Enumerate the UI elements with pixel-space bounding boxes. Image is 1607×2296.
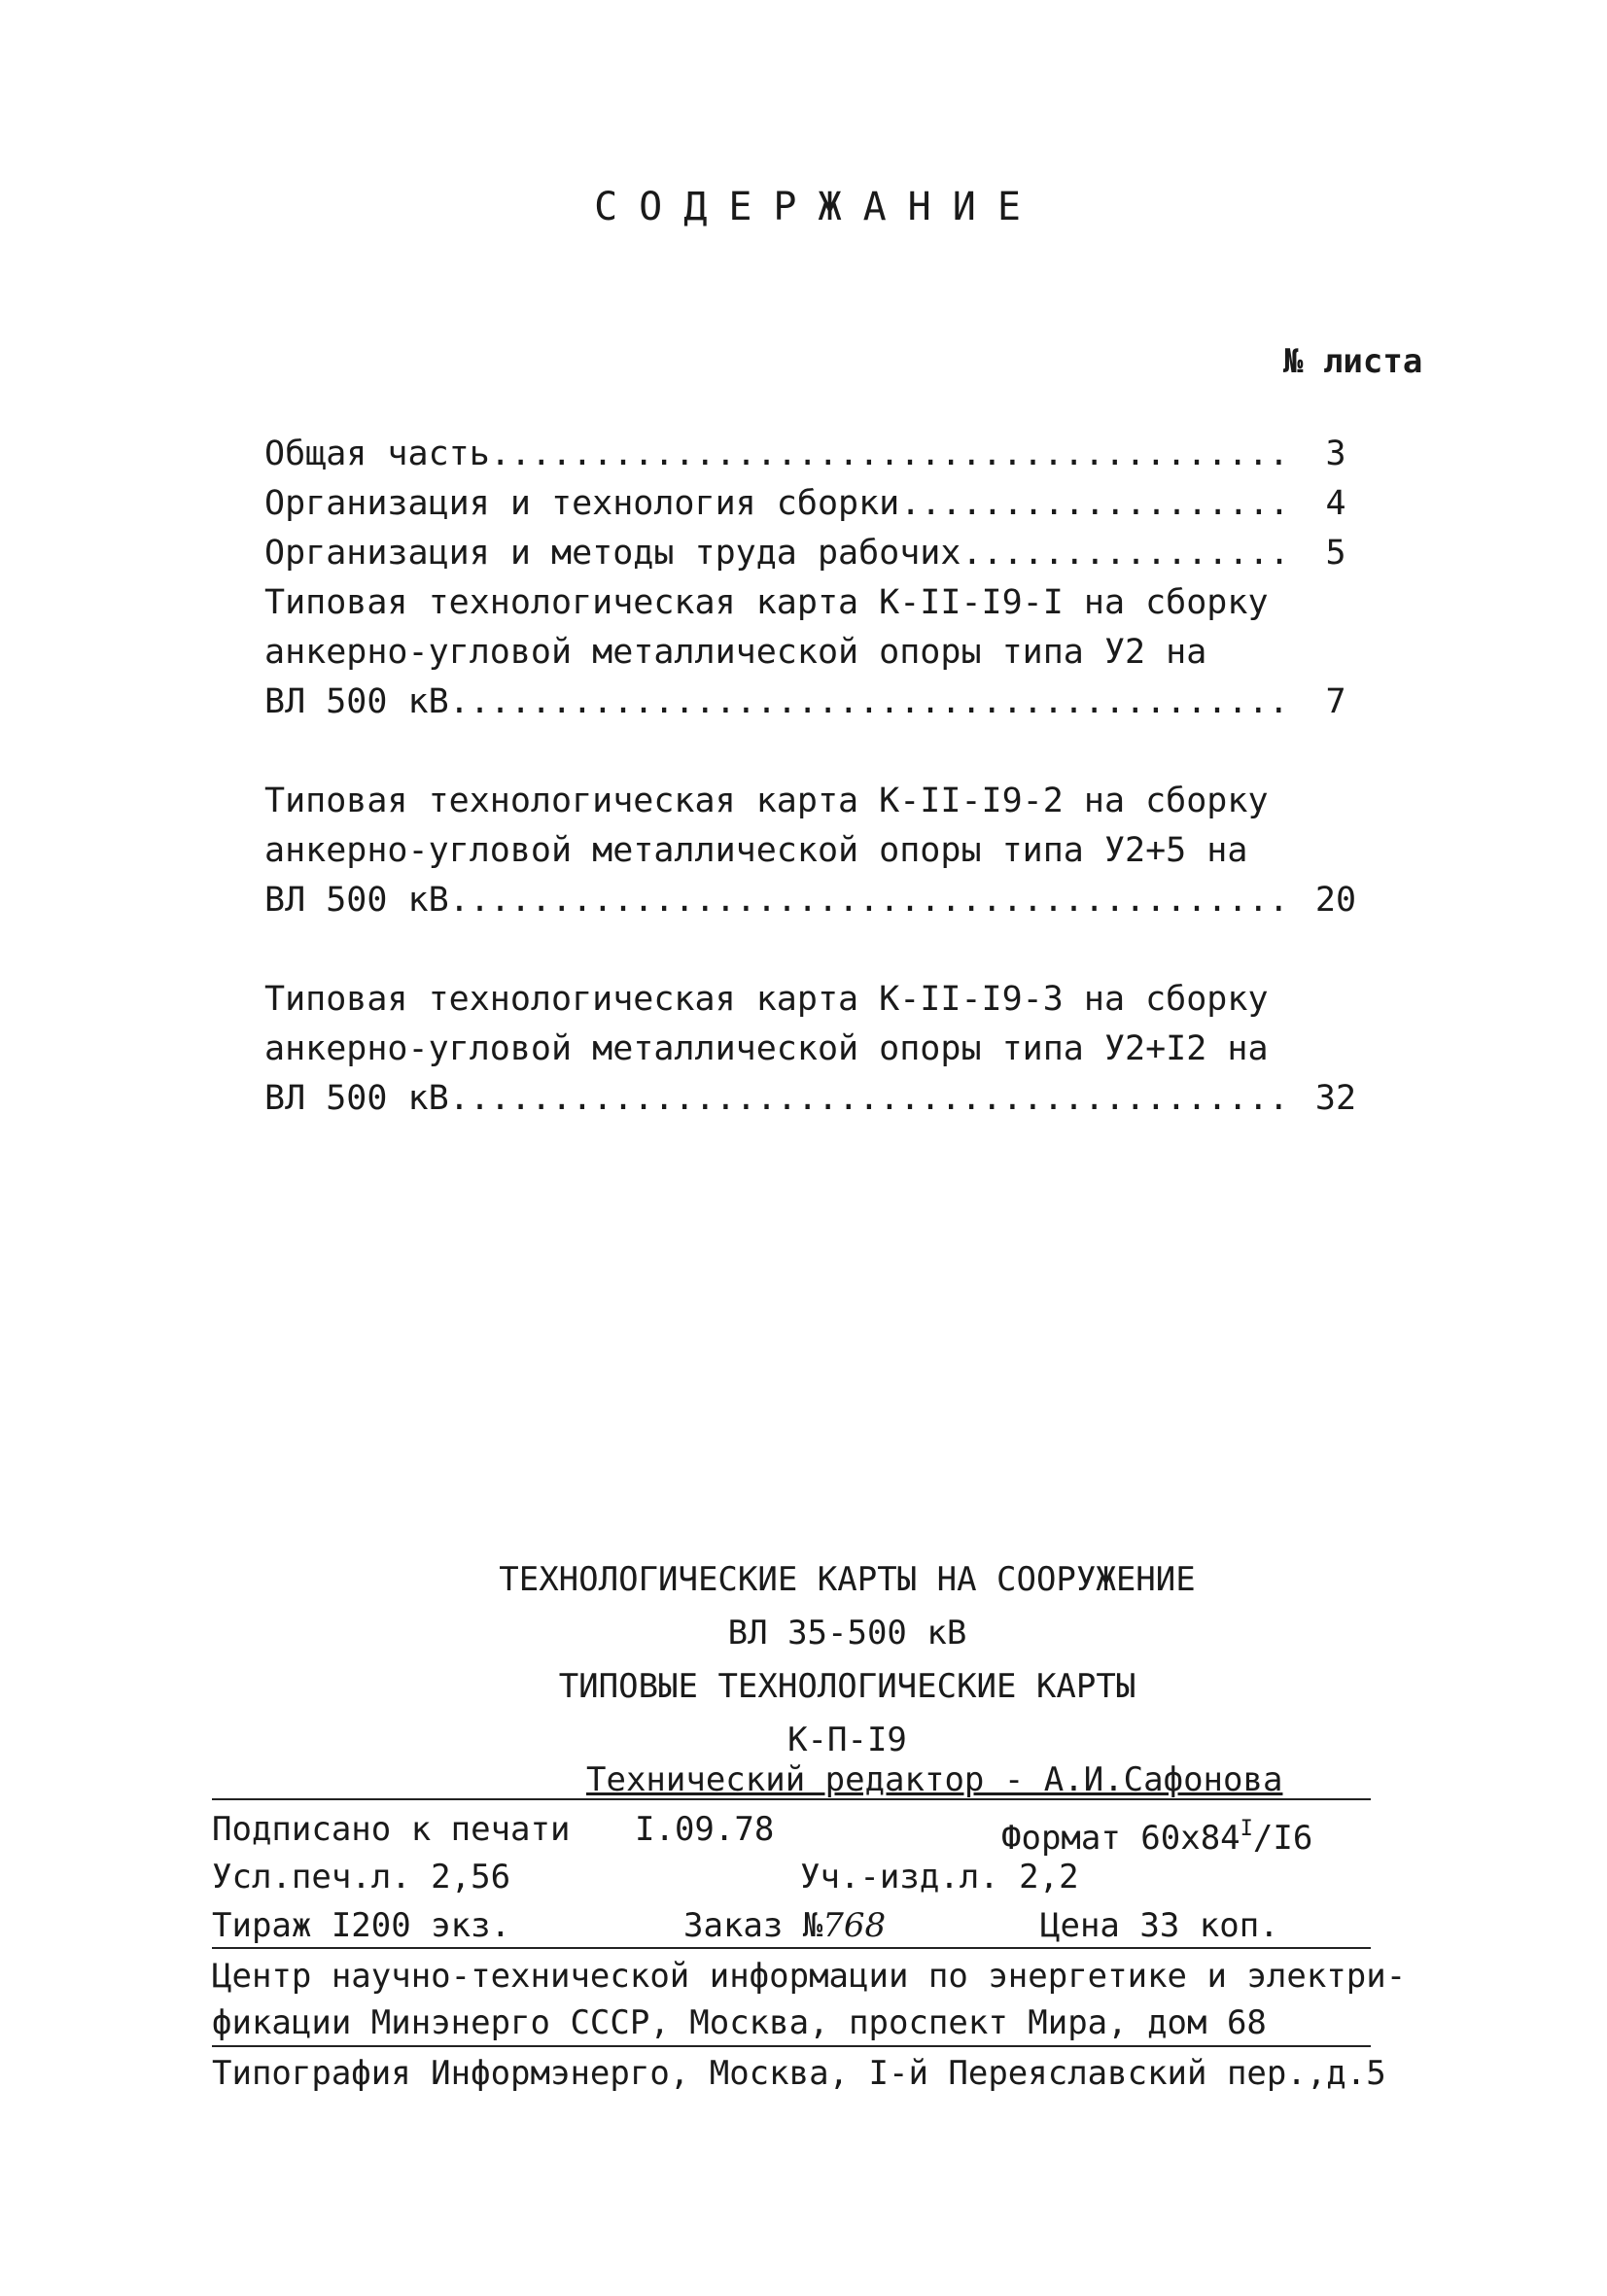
format-rest: /I6 <box>1252 1819 1313 1858</box>
toc-line <box>264 479 1382 529</box>
dot-leader: ......................................... <box>448 881 1289 920</box>
price: Цена 33 коп. <box>1040 1906 1279 1945</box>
toc-line <box>264 430 1382 479</box>
imprint-heading-line: ТИПОВЫЕ ТЕХНОЛОГИЧЕСКИЕ КАРТЫ <box>558 1667 1136 1706</box>
toc-entry-text: Организация и технология сборки <box>264 484 900 523</box>
divider-line <box>212 1947 1371 1949</box>
toc-page-number: 7 <box>1325 682 1346 721</box>
imprint-row-sheets <box>212 1853 1408 1901</box>
toc-line <box>264 578 1382 628</box>
publisher-text: фикации Минэнерго СССР, Москва, проспект Мира, дом 68 <box>212 2003 1267 2042</box>
toc-page-number: 3 <box>1325 435 1346 473</box>
print-run: Тираж I200 экз. <box>212 1906 511 1945</box>
toc-entry-text: анкерно-угловой металлической опоры типа У2 на <box>264 633 1207 672</box>
toc-entry[interactable] <box>264 578 1382 727</box>
toc-line <box>264 876 1382 925</box>
order-label: Заказ № <box>683 1906 823 1945</box>
divider-line <box>212 2045 1371 2047</box>
toc-entry[interactable] <box>264 529 1382 578</box>
toc-line <box>264 529 1382 578</box>
toc-entry-text: анкерно-угловой металлической опоры типа У2+5 на <box>264 831 1248 870</box>
toc-line <box>264 975 1382 1025</box>
publishing-sheets: Уч.-изд.л. 2,2 <box>800 1858 1079 1896</box>
toc-entry-text: анкерно-угловой металлической опоры типа У2+I2 на <box>264 1029 1269 1068</box>
format-superscript: I <box>1240 1817 1253 1841</box>
imprint-heading-line: ТЕХНОЛОГИЧЕСКИЕ КАРТЫ НА СООРУЖЕНИЕ <box>499 1560 1196 1599</box>
order-info <box>683 1901 886 1950</box>
toc-entry[interactable] <box>264 430 1382 479</box>
contents-title: СОДЕРЖАНИЕ <box>594 185 1042 229</box>
toc-page-number: 20 <box>1314 881 1357 920</box>
dot-leader: ......................................... <box>448 1079 1289 1118</box>
toc-entry-text: Общая часть <box>264 435 490 473</box>
dot-leader: ................ <box>961 534 1290 573</box>
toc-entry[interactable] <box>264 479 1382 529</box>
toc-line <box>264 777 1382 826</box>
table-of-contents <box>264 430 1382 1124</box>
order-number: 768 <box>822 1906 887 1945</box>
toc-entry-text: ВЛ 500 кВ <box>264 881 449 920</box>
dot-leader: ................... <box>900 484 1290 523</box>
toc-line <box>264 1074 1382 1124</box>
imprint-heading <box>0 1553 1607 1767</box>
imprint-row-signed <box>212 1805 1408 1858</box>
format-label: Формат 60х84 <box>1001 1819 1240 1858</box>
toc-page-number: 32 <box>1314 1079 1357 1118</box>
dot-leader: ......................................... <box>448 682 1289 721</box>
toc-line <box>264 1025 1382 1074</box>
toc-entry-text: ВЛ 500 кВ <box>264 1079 449 1118</box>
toc-line <box>264 826 1382 876</box>
dot-leader: ....................................... <box>490 435 1289 473</box>
toc-entry-text: Типовая технологическая карта К-II-I9-3 на сборку <box>264 980 1269 1019</box>
sheet-number-header: № листа <box>1283 342 1423 381</box>
toc-entry[interactable] <box>264 975 1382 1124</box>
publisher-text: Центр научно-технической информации по энергетике и электри- <box>212 1957 1407 1996</box>
toc-line <box>264 628 1382 678</box>
toc-entry-text: ВЛ 500 кВ <box>264 682 449 721</box>
publisher-line <box>212 1999 1408 2047</box>
publisher-line <box>212 1952 1408 2000</box>
imprint-heading-line: ВЛ 35-500 кВ <box>727 1614 967 1652</box>
toc-entry-text: Типовая технологическая карта К-II-I9-I на сборку <box>264 583 1269 622</box>
toc-entry-text: Организация и методы труда рабочих <box>264 534 961 573</box>
signed-date: I.09.78 <box>635 1810 775 1849</box>
toc-entry-text: Типовая технологическая карта К-II-I9-2 на сборку <box>264 782 1269 820</box>
toc-page-number: 5 <box>1325 534 1346 573</box>
technical-editor: Технический редактор - А.И.Сафонова <box>586 1760 1283 1799</box>
toc-entry[interactable] <box>264 777 1382 925</box>
imprint-heading-line: К-П-I9 <box>787 1721 907 1759</box>
print-sheets: Усл.печ.л. 2,56 <box>212 1858 511 1896</box>
toc-line <box>264 678 1382 727</box>
signed-label: Подписано к печати <box>212 1810 571 1849</box>
imprint-row-run <box>212 1901 1408 1950</box>
printer-text: Типография Информэнерго, Москва, I-й Переяславский пер.,д.5 <box>212 2054 1386 2093</box>
toc-page-number: 4 <box>1325 484 1346 523</box>
divider-line <box>212 1798 1371 1800</box>
printer-line <box>212 2049 1408 2098</box>
